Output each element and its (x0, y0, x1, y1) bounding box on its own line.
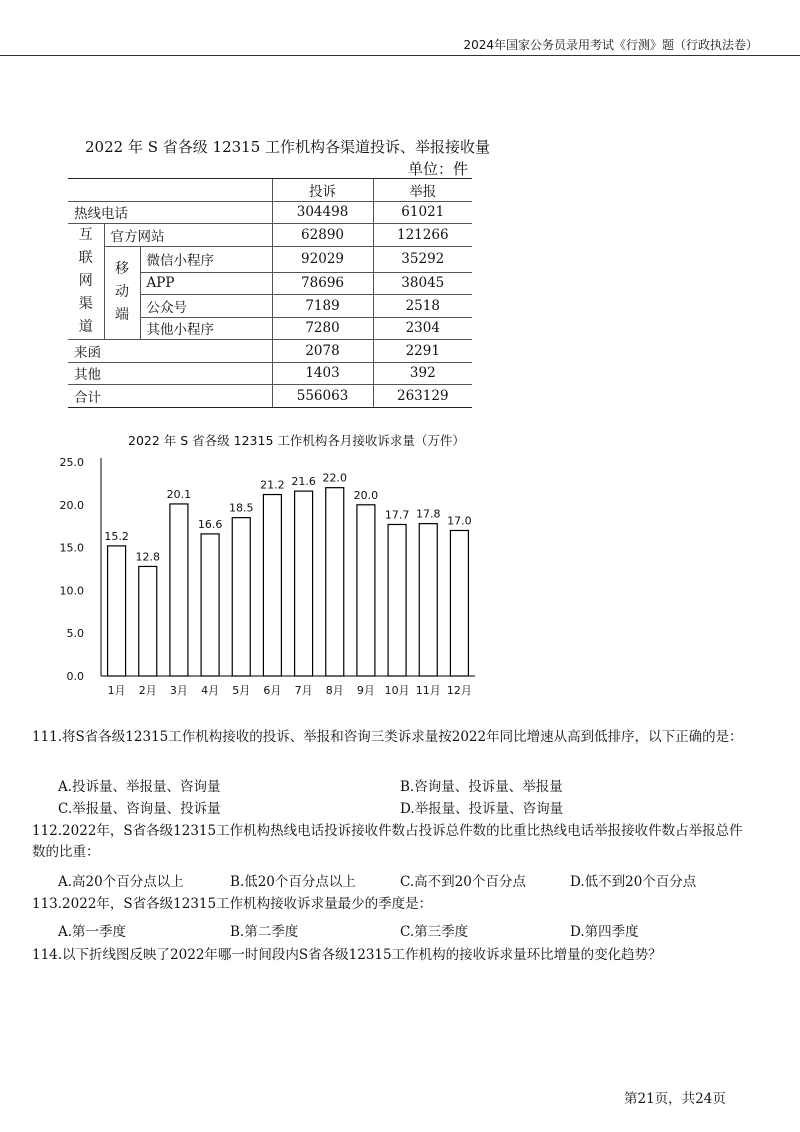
cell-report: 392 (373, 362, 472, 385)
bar-value-label: 18.5 (229, 501, 254, 515)
bar-value-label: 20.0 (353, 488, 379, 502)
chart-title: 2022 年 S 省各级 12315 工作机构各月接收诉求量（万件） (128, 433, 465, 448)
q111-option-d[interactable]: D.举报量、投诉量、咨询量 (400, 801, 564, 817)
y-tick-label: 0.0 (66, 670, 84, 683)
bar (326, 488, 344, 676)
bar-value-label: 22.0 (322, 471, 347, 485)
row-label: 合计 (68, 385, 272, 408)
page-number: 第21页，共24页 (624, 1091, 726, 1107)
cell-complaint: 304498 (272, 201, 373, 224)
cell-report: 263129 (373, 385, 472, 408)
row-label: 其他小程序 (140, 317, 272, 340)
cell-report: 35292 (373, 246, 472, 272)
bar-value-label: 15.2 (104, 529, 129, 543)
bar (108, 546, 126, 676)
cell-complaint: 7189 (272, 295, 373, 318)
y-tick-label: 20.0 (59, 498, 84, 512)
cell-report: 61021 (373, 201, 472, 224)
cell-complaint: 78696 (272, 272, 373, 295)
bar (295, 491, 313, 676)
q111-option-a[interactable]: A.投诉量、举报量、咨询量 (58, 779, 221, 795)
row-label: 公众号 (140, 295, 272, 318)
x-tick-label: 9月 (356, 684, 375, 697)
bar (450, 530, 468, 676)
row-label: 来函 (68, 340, 272, 363)
row-label: 官方网站 (104, 224, 272, 247)
bar-value-label: 16.6 (197, 517, 223, 531)
row-label: APP (140, 272, 272, 295)
row-label: 微信小程序 (140, 246, 272, 272)
bar (201, 534, 219, 676)
cell-complaint: 92029 (272, 246, 373, 272)
row-label: 热线电话 (68, 201, 272, 224)
q112-option-a[interactable]: A.高20个百分点以上 (58, 874, 184, 890)
q112-option-d[interactable]: D.低不到20个百分点 (570, 874, 697, 890)
bar (357, 505, 375, 676)
x-tick-label: 12月 (446, 684, 472, 697)
bar (419, 524, 437, 676)
cell-report: 121266 (373, 224, 472, 247)
x-tick-label: 2月 (138, 684, 157, 697)
cell-report: 2291 (373, 340, 472, 363)
x-tick-label: 4月 (201, 684, 220, 697)
mobile-group-text: 移 动 端 (115, 261, 129, 324)
cell-report: 38045 (373, 272, 472, 295)
y-tick-label: 5.0 (66, 627, 84, 641)
internet-channel-group-text: 互 联 网 渠 道 (78, 227, 93, 335)
q112-option-c[interactable]: C.高不到20个百分点 (400, 874, 526, 890)
bar-value-label: 21.6 (291, 475, 316, 489)
x-tick-label: 3月 (169, 684, 188, 697)
bar-value-label: 12.8 (135, 550, 160, 564)
row-label: 其他 (68, 362, 272, 385)
x-tick-label: 1月 (107, 684, 126, 697)
y-tick-label: 10.0 (59, 584, 84, 598)
x-tick-label: 7月 (294, 684, 313, 697)
x-tick-label: 5月 (232, 684, 251, 697)
bar-value-label: 21.2 (260, 478, 285, 492)
bar-value-label: 17.0 (447, 514, 472, 528)
bar (263, 495, 281, 676)
question-113-stem: 113.2022年，S省各级12315工作机构接收诉求量最少的季度是： (32, 896, 433, 912)
bar-value-label: 17.7 (384, 508, 410, 522)
cell-complaint: 7280 (272, 317, 373, 340)
col-header-report: 举报 (373, 179, 472, 202)
cell-report: 2518 (373, 295, 472, 318)
x-tick-label: 11月 (415, 684, 441, 697)
q111-option-b[interactable]: B.咨询量、投诉量、举报量 (400, 779, 563, 795)
q113-option-b[interactable]: B.第二季度 (230, 924, 299, 940)
q111-option-c[interactable]: C.举报量、咨询量、投诉量 (58, 801, 221, 817)
table-title: 2022 年 S 省各级 12315 工作机构各渠道投诉、举报接收量 (85, 138, 491, 156)
bar-value-label: 20.1 (166, 487, 192, 501)
col-header-complaint: 投诉 (272, 179, 373, 202)
q113-option-a[interactable]: A.第一季度 (58, 924, 127, 940)
question-111-stem: 111.将S省各级12315工作机构接收的投诉、举报和咨询三类诉求量按2022年同比增速从高到低排序，以下正确的是： (32, 729, 743, 745)
bar-value-label: 17.8 (416, 507, 441, 521)
cell-complaint: 1403 (272, 362, 373, 385)
x-tick-label: 6月 (263, 684, 282, 697)
cell-complaint: 62890 (272, 224, 373, 247)
y-tick-label: 25.0 (59, 456, 84, 469)
bar (139, 566, 157, 676)
x-tick-label: 8月 (325, 684, 344, 697)
y-tick-label: 15.0 (59, 541, 84, 555)
x-tick-label: 10月 (384, 684, 410, 697)
bar (232, 518, 250, 676)
bar (388, 524, 406, 676)
bar (170, 504, 188, 676)
q112-option-b[interactable]: B.低20个百分点以上 (230, 874, 356, 890)
table-unit: 单位：件 (408, 160, 469, 178)
page-header: 2024年国家公务员录用考试《行测》题（行政执法卷） (463, 38, 758, 52)
cell-complaint: 2078 (272, 340, 373, 363)
cell-complaint: 556063 (272, 385, 373, 408)
cell-report: 2304 (373, 317, 472, 340)
question-112-stem: 112.2022年，S省各级12315工作机构热线电话投诉接收件数占投诉总件数的比重比热线电话举报接收件数占举报总件数的比重： (32, 823, 743, 860)
question-114-stem: 114.以下折线图反映了2022年哪一时间段内S省各级12315工作机构的接收诉求量环比增量的变化趋势？ (32, 947, 662, 963)
q113-option-c[interactable]: C.第三季度 (400, 924, 469, 940)
q113-option-d[interactable]: D.第四季度 (570, 924, 639, 940)
